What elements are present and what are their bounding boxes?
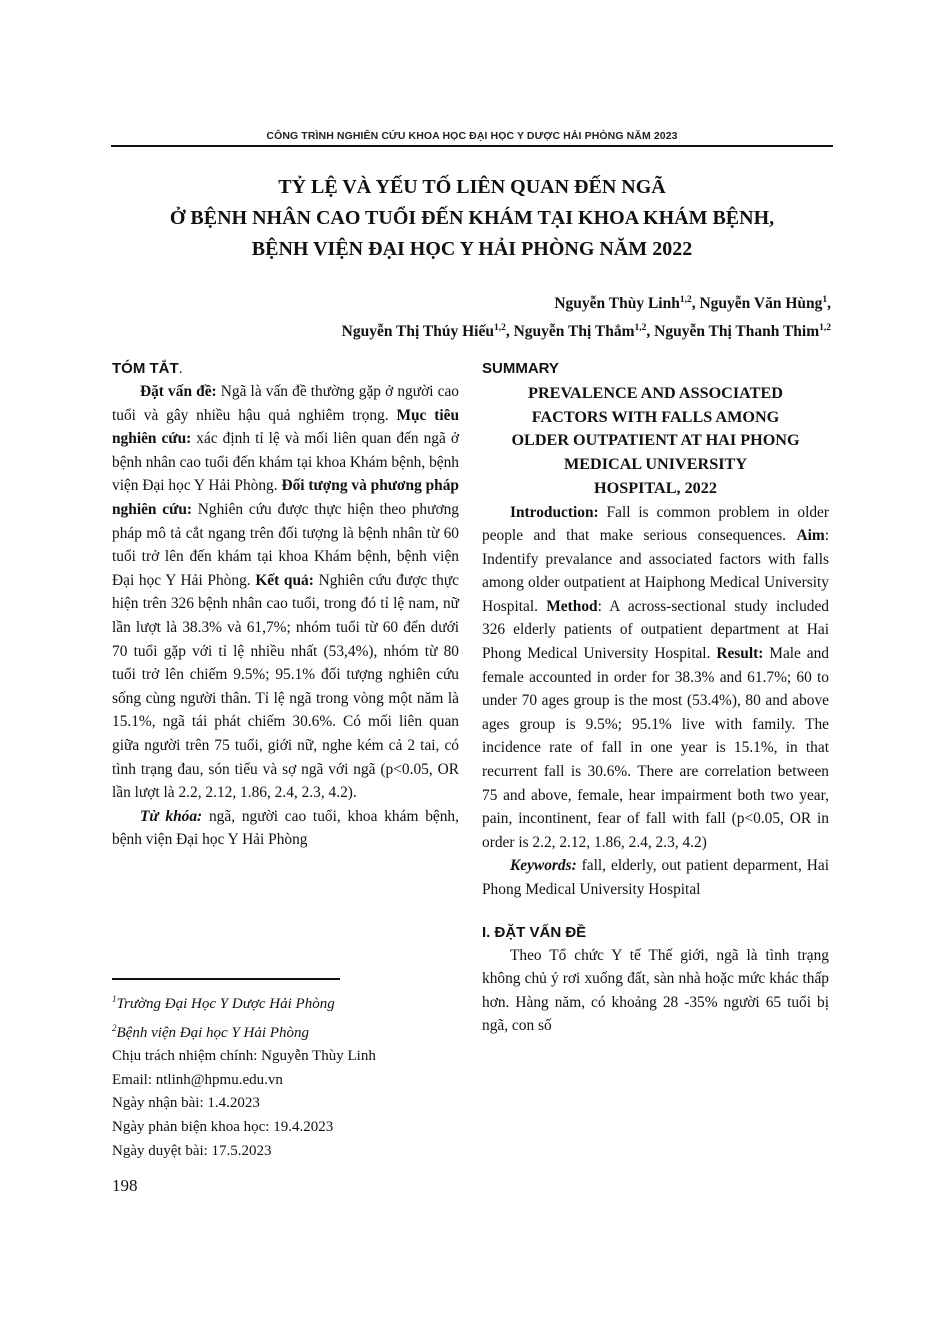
author-affiliation: 1,2 xyxy=(819,323,831,334)
affiliation-mark: 1 xyxy=(112,994,117,1004)
english-title-line: FACTORS WITH FALLS AMONG xyxy=(531,407,780,426)
heading-text: TÓM TẮT xyxy=(112,360,179,377)
author-list xyxy=(342,288,831,344)
heading-dot: . xyxy=(178,360,183,377)
text-result: Male and female accounted in order for 38.3% and 61.7%; 60 to under 70 ages group is the most (53.4%), 80 and above ages group is 9.5%; 95.1% live with family. The incidence rate of fall in one year is 15.1%, in that recurrent fall is 30.6%. There are correlation between 75 and above, female, hear impairment both two year, pain, incontinent, fear of fall with fall (p<0.05, OR in order is 2.2, 2.12, 1.86, 2.4, 2.3, 4.2) xyxy=(482,645,829,851)
title-line: Ở BỆNH NHÂN CAO TUỔI ĐẾN KHÁM TẠI KHOA KHÁM BỆNH, xyxy=(169,207,775,229)
author-affiliation: 1,2 xyxy=(493,323,506,334)
label-aim: Aim xyxy=(796,527,825,545)
date-reviewed: Ngày phản biện khoa học: 19.4.2023 xyxy=(112,1118,334,1135)
affiliation-text: Trường Đại Học Y Dược Hải Phòng xyxy=(116,996,335,1012)
introduction-paragraph: Theo Tổ chức Y tế Thế giới, ngã là tình trạng không chủ ý rơi xuống đất, sàn nhà hoặc mức khác thấp hơn. Hàng năm, có khoảng 28 -35% người 65 tuổi bị ngã, con số xyxy=(482,946,829,1035)
vietnamese-abstract xyxy=(112,358,459,852)
label-result: Result: xyxy=(716,645,764,663)
title-line: BỆNH VIỆN ĐẠI HỌC Y HẢI PHÒNG NĂM 2022 xyxy=(251,238,693,260)
header-rule xyxy=(111,145,833,147)
author-separator: , xyxy=(646,323,655,341)
author-affiliation: 1 xyxy=(822,295,828,305)
abstract-heading xyxy=(112,358,459,380)
text-introduction: Fall is common problem in older people and that make serious consequences. xyxy=(482,503,829,545)
english-title-line: PREVALENCE AND ASSOCIATED xyxy=(528,384,783,402)
text-aim: : Indentify prevalance and associated factors with falls among older outpatient at Haiphong Medical University Hospital. xyxy=(482,527,829,615)
author-name: Nguyễn Thùy Linh xyxy=(554,295,680,313)
author-name: Nguyễn Thị Thanh Thim xyxy=(654,323,820,341)
keywords-label: Từ khóa: xyxy=(140,807,203,825)
text-objective: xác định tỉ lệ và mối liên quan đến ngã ở bệnh nhân cao tuổi đến khám tại khoa Khám bệnh, bệnh viện Đại học Y Hải Phòng. xyxy=(112,430,459,495)
keywords-text: ngã, người cao tuổi, khoa khám bệnh, bệnh viện Đại học Y Hải Phòng xyxy=(112,807,459,849)
label-methods: Đối tượng và phương pháp nghiên cứu: xyxy=(112,477,459,518)
label-background: Đặt vấn đề: xyxy=(140,383,217,400)
text-results: Nghiên cứu được thực hiện trên 326 bệnh nhân cao tuổi, trong đó tỉ lệ nam, nữ lần lượt là 38.3% và 61,7%; nhóm tuổi từ 60 đến dưới 70 tuổi gặp với tỉ lệ nhiều nhất (53,4%), nhóm từ 80 tuổi trở lên chiếm 9.5%; 95.1% đối tượng nghiên cứu sống cùng người thân. Tỉ lệ ngã trong vòng một năm là 15.1%, ngã tái phát chiếm 30.6%. Có mối liên quan giữa người trên 75 tuổi, giới nữ, nghe kém cả 2 tai, có tình trạng đau, són tiểu và sợ ngã với ngã (p<0.05, OR lần lượt là 2.2, 2.12, 1.86, 2.4, 2.3, 4.2). xyxy=(112,571,460,802)
keywords-paragraph xyxy=(112,805,459,852)
summary-paragraph xyxy=(482,501,829,855)
footnotes xyxy=(112,988,376,1163)
label-method: Method xyxy=(546,597,598,615)
keywords-label: Keywords: xyxy=(510,857,577,875)
keywords-text: fall, elderly, out patient deparment, Hai Phong Medical University Hospital xyxy=(482,857,829,899)
affiliation-2 xyxy=(112,1017,376,1046)
affiliation-text: Bệnh viện Đại học Y Hải Phòng xyxy=(116,1024,309,1041)
author-separator: , xyxy=(827,295,831,313)
running-header: CÔNG TRÌNH NGHIÊN CỨU KHOA HỌC ĐẠI HỌC Y DƯỢC HẢI PHÒNG NĂM 2023 xyxy=(266,130,678,142)
affiliation-mark: 2 xyxy=(112,1022,117,1033)
summary-heading: SUMMARY xyxy=(482,360,559,377)
text-background: Ngã là vấn đề thường gặp ở người cao tuổi và gây nhiều hậu quả nghiêm trọng. xyxy=(112,383,459,424)
english-title-line: HOSPITAL, 2022 xyxy=(594,478,717,497)
label-objective: Mục tiêu nghiên cứu: xyxy=(112,406,460,448)
abstract-paragraph xyxy=(112,380,459,805)
keywords-paragraph xyxy=(482,854,829,901)
paper-title xyxy=(112,172,832,265)
author-line xyxy=(342,316,831,344)
footnote-rule xyxy=(112,978,340,980)
author-name: Nguyễn Thị Thúy Hiếu xyxy=(341,323,494,341)
date-accepted: Ngày duyệt bài: 17.5.2023 xyxy=(112,1142,272,1159)
date-received: Ngày nhận bài: 1.4.2023 xyxy=(112,1095,260,1112)
text-methods: Nghiên cứu được thực hiện theo phương pháp mô tả cắt ngang trên đối tượng là bệnh nhân từ 60 tuổi trở lên đến khám tại khoa Khám bệnh, bệnh viện Đại học Y Hải Phòng. xyxy=(112,500,459,589)
title-line: TỶ LỆ VÀ YẾU TỐ LIÊN QUAN ĐẾN NGÃ xyxy=(278,176,666,198)
email: Email: ntlinh@hpmu.edu.vn xyxy=(112,1071,283,1088)
author-separator: , xyxy=(691,295,700,313)
affiliation-1 xyxy=(112,988,376,1017)
author-affiliation: 1,2 xyxy=(679,295,692,305)
introduction-heading: I. ĐẶT VẤN ĐỀ xyxy=(482,923,587,941)
english-title xyxy=(482,382,829,501)
text-method: : A across-sectional study included 326 elderly patients of outpatient department at Hai Phong Medical University Hospital. xyxy=(482,597,829,663)
english-summary xyxy=(482,358,829,1038)
page-number: 198 xyxy=(112,1176,138,1195)
english-title-line: MEDICAL UNIVERSITY xyxy=(563,455,748,474)
author-name: Nguyễn Văn Hùng xyxy=(699,295,823,313)
author-separator: , xyxy=(505,323,514,341)
author-affiliation: 1,2 xyxy=(634,323,647,334)
english-title-line: OLDER OUTPATIENT AT HAI PHONG xyxy=(511,431,800,450)
author-line xyxy=(342,288,831,316)
corresponding-author: Chịu trách nhiệm chính: Nguyễn Thùy Linh xyxy=(112,1048,376,1065)
label-results: Kết quả: xyxy=(255,571,314,589)
author-name: Nguyễn Thị Thắm xyxy=(513,323,635,341)
label-introduction: Introduction: xyxy=(510,503,599,521)
